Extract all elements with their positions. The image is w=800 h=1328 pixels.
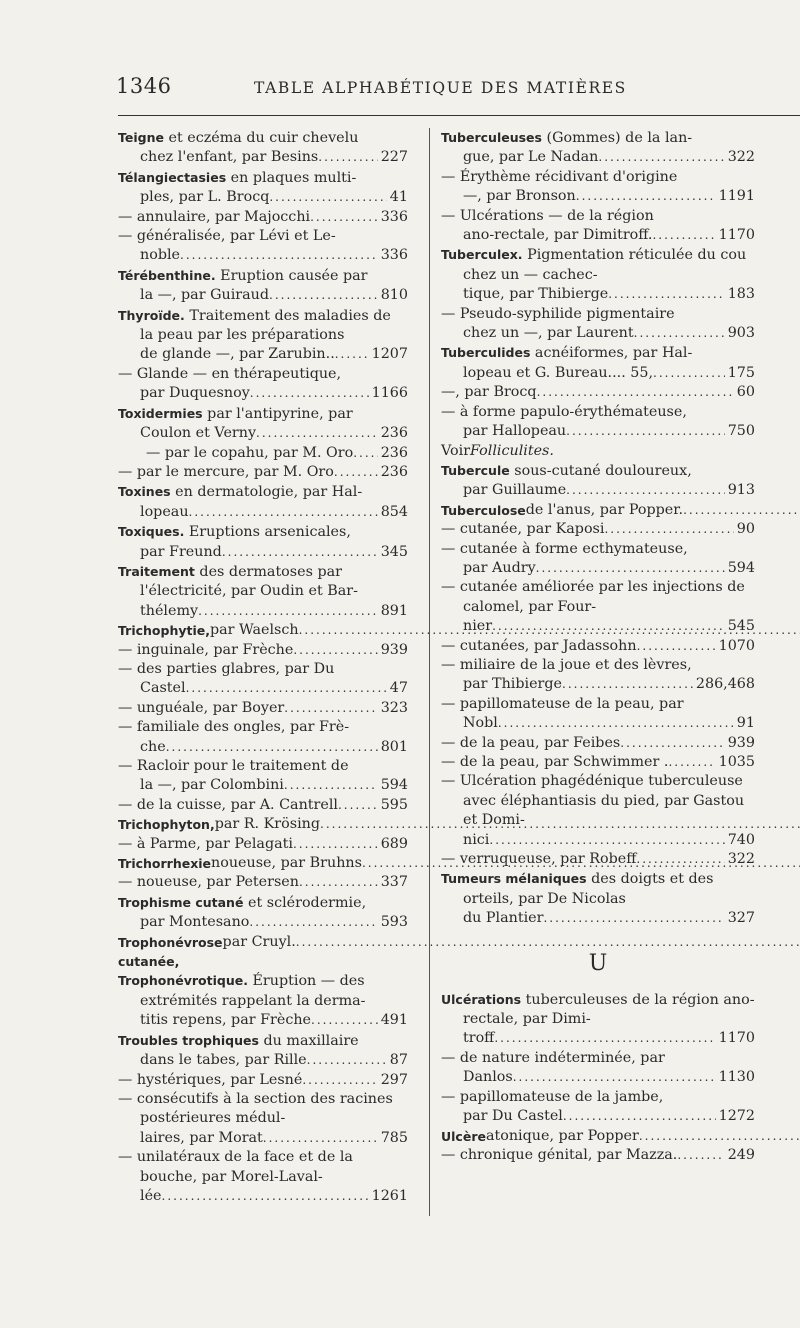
page-reference: 345 [380, 543, 408, 560]
entry-text-continued: —, par Bronson [463, 188, 576, 205]
leader-dots [189, 503, 378, 522]
page-reference: 903 [727, 325, 755, 342]
leader-dots [299, 873, 378, 892]
entry-heading: Trophonévrose cutanée, [118, 934, 223, 970]
page-reference: 1170 [718, 1030, 755, 1047]
page-reference: 595 [380, 796, 408, 813]
entry-text: — généralisée, par Lévi et Le- [118, 228, 336, 245]
page-reference: 913 [727, 482, 755, 499]
page-reference: 327 [727, 910, 755, 927]
leader-dots [566, 422, 725, 441]
leader-dots [543, 909, 724, 928]
entry-text-continued: Danlos [463, 1069, 513, 1086]
entry-text-continued: Castel [140, 680, 186, 697]
entry-text: — cutanée améliorée par les injections de calomel, par Four- [441, 579, 745, 615]
page-reference: 336 [380, 208, 408, 225]
index-entry [441, 1146, 755, 1165]
entry-text: et eczéma du cuir chevelu [163, 130, 359, 146]
index-entry [441, 520, 755, 539]
page-reference: 740 [727, 831, 755, 848]
entry-text: — Pseudo-syphilide pigmentaire [441, 305, 675, 322]
leader-dots [608, 285, 724, 304]
header-rule [118, 115, 800, 116]
entry-text-continued: troff [463, 1030, 495, 1047]
leader-dots [335, 345, 369, 364]
entry-text-continued: chez un —, par Laurent [463, 325, 634, 342]
page-reference: 41 [389, 189, 408, 206]
index-entry [118, 641, 408, 660]
running-title: TABLE ALPHABÉTIQUE DES MATIÈRES [254, 79, 627, 97]
entry-heading: Teigne [118, 130, 164, 145]
entry-text: — à forme papulo-érythémateuse, [441, 403, 687, 420]
leader-dots [284, 699, 377, 718]
left-column [118, 128, 408, 1206]
entry-text: — papillomateuse de la peau, par [441, 695, 684, 712]
entry-text-continued: par Guillaume [463, 482, 567, 499]
entry-heading: Télangiectasies [118, 169, 227, 185]
index-entry [118, 796, 408, 815]
page-reference: 1035 [718, 754, 755, 770]
leader-dots [636, 850, 724, 869]
leader-dots [494, 1029, 715, 1048]
page-reference: 1207 [371, 346, 408, 363]
page-reference: 1166 [371, 385, 408, 402]
index-entry [118, 562, 408, 621]
entry-text: — unilatéraux de la face et de la bouche, par Morel-Laval- [118, 1149, 353, 1185]
page-reference: 1272 [718, 1108, 755, 1125]
leader-dots [166, 738, 378, 757]
page-reference: 175 [727, 364, 755, 381]
index-entry [118, 522, 408, 562]
index-entry [441, 168, 755, 207]
page-reference: 286,468 [695, 676, 755, 693]
entry-text-continued: nici [463, 831, 490, 848]
page-reference: 1261 [371, 1187, 408, 1204]
index-entry [441, 753, 755, 772]
leader-dots [620, 734, 724, 753]
index-entry [118, 463, 408, 482]
index-entry [441, 207, 755, 246]
entry-text: tuberculeuses de la région ano-rectale, par Dimi- [463, 991, 755, 1028]
index-entry [118, 365, 408, 404]
page-reference: 545 [727, 618, 755, 635]
entry-heading: Toxiques. [118, 524, 185, 540]
entry-text: des dermatoses par l'électricité, par Oudin et Bar- [140, 563, 358, 600]
entry-heading: Tuberculose [441, 502, 526, 518]
leader-dots [284, 776, 378, 795]
page-reference: 337 [380, 874, 408, 891]
page-reference: 854 [380, 503, 408, 520]
leader-dots [637, 637, 716, 656]
entry-text: Pigmentation réticulée du cou chez un — cachec- [463, 247, 747, 283]
entry-text-continued: du Plantier [463, 910, 544, 927]
index-entry [441, 403, 755, 442]
index-entry [118, 444, 408, 463]
leader-dots [652, 226, 715, 245]
entry-text: acnéiformes, par Hal- [530, 345, 693, 362]
entry-heading: Troubles trophiques [118, 1032, 259, 1048]
page-reference: 1170 [718, 227, 755, 244]
leader-dots [334, 463, 378, 482]
entry-text: —, par Brocq [441, 384, 537, 401]
index-entry [118, 168, 408, 208]
leader-dots [598, 148, 724, 167]
leader-dots [513, 1068, 716, 1087]
index-entry [118, 971, 408, 1030]
index-entry [118, 718, 408, 757]
entry-text-continued: par Audry [463, 559, 536, 576]
entry-text-continued: par Duquesnoy [140, 385, 250, 402]
entry-text: — des parties glabres, par Du [118, 660, 335, 677]
leader-dots [269, 286, 378, 305]
leader-dots [492, 617, 725, 636]
entry-text-continued: la —, par Guiraud [140, 287, 270, 304]
index-entry [441, 442, 755, 461]
leader-dots [489, 831, 724, 850]
index-entry [441, 869, 755, 928]
leader-dots [311, 1011, 378, 1030]
leader-dots [576, 187, 716, 206]
entry-text-continued: par Du Castel [463, 1108, 563, 1125]
entry-text: — papillomateuse de la jambe, [441, 1088, 664, 1105]
entry-text: — miliaire de la joue et des lèvres, [441, 656, 692, 673]
leader-dots [250, 384, 369, 403]
page-reference: 491 [380, 1012, 408, 1029]
leader-dots [263, 1129, 378, 1148]
index-entry [441, 343, 755, 383]
entry-text: — cutanée à forme ecthymateuse, [441, 540, 688, 557]
entry-text-continued: par Freund [140, 543, 222, 560]
page-reference: 87 [389, 1052, 408, 1069]
page-reference: 750 [727, 423, 755, 440]
entry-text: par Cruyl. [222, 933, 296, 950]
entry-text: — Glande — en thérapeutique, [118, 365, 342, 382]
leader-dots [307, 1051, 387, 1070]
index-entry [441, 305, 755, 344]
index-entry [441, 383, 755, 402]
page-reference: 801 [380, 738, 408, 755]
leader-dots [498, 714, 734, 733]
entry-heading: Trophisme cutané [118, 894, 244, 910]
entry-text: en dermatologie, par Hal- [170, 484, 363, 501]
page-reference: 60 [736, 384, 755, 401]
page-reference: 249 [727, 1146, 755, 1163]
entry-text: — Ulcération phagédénique tuberculeuse avec éléphantiasis du pied, par Gastou et Domi- [441, 773, 745, 829]
index-entry [118, 1090, 408, 1148]
section-letter: U [588, 950, 608, 976]
leader-dots [668, 753, 715, 772]
entry-heading: Tubercule [441, 462, 510, 478]
entry-text-continued: de glande —, par Zarubin.. [140, 346, 335, 363]
index-entry [118, 128, 408, 168]
page-reference: 90 [736, 521, 755, 538]
page-reference: 323 [380, 699, 408, 716]
index-entry [118, 699, 408, 718]
index-entry [118, 306, 408, 365]
page-reference: 594 [727, 559, 755, 576]
leader-dots [222, 543, 378, 562]
entry-text: par R. Krösing [214, 816, 321, 833]
entry-heading: Thyroïde. [118, 307, 185, 323]
index-entry [118, 835, 408, 854]
leader-dots [653, 364, 725, 383]
entry-text: — chronique génital, par Mazza. [441, 1146, 678, 1163]
entry-heading: Tumeurs mélaniques [441, 871, 587, 887]
index-entry [441, 637, 755, 656]
leader-dots [293, 835, 378, 854]
column-divider [429, 128, 430, 1216]
entry-heading: Traitement [118, 563, 195, 579]
entry-heading: Tuberculex. [441, 247, 523, 263]
entry-text: et sclérodermie, [243, 894, 367, 911]
entry-text-continued: Nobl [463, 715, 498, 732]
entry-text-continued: par Montesano [140, 914, 250, 931]
page-reference: 1130 [718, 1069, 755, 1086]
entry-text: — à Parme, par Pelagati [118, 835, 293, 852]
index-entry [118, 482, 408, 522]
index-entry [441, 540, 755, 579]
leader-dots [566, 481, 725, 500]
page-reference: 594 [380, 777, 408, 794]
page-reference: 236 [380, 425, 408, 442]
entry-text: — hystériques, par Lesné [118, 1071, 303, 1088]
entry-text-continued: ano-rectale, par Dimitroff. [463, 227, 653, 244]
entry-text: Eruption causée par [215, 267, 368, 284]
index-entry [118, 1031, 408, 1071]
leader-dots [338, 796, 378, 815]
index-entry [441, 772, 755, 850]
leader-dots [353, 444, 377, 463]
entry-heading: Tuberculeuses [441, 130, 542, 145]
entry-heading: Trichophyton, [118, 817, 215, 833]
entry-text: — annulaire, par Majocchi [118, 208, 311, 225]
entry-text: — par le copahu, par M. Oro [146, 444, 354, 461]
entry-text-continued: noble [140, 247, 181, 264]
leader-dots [180, 246, 378, 265]
index-entry [118, 757, 408, 796]
entry-text: noueuse, par Bruhns [211, 855, 362, 872]
index-entry [441, 850, 755, 869]
entry-text: — unguéale, par Boyer [118, 699, 285, 716]
page-reference: 236 [380, 463, 408, 480]
entry-text: en plaques multi- [226, 169, 357, 186]
page-reference: 227 [380, 149, 408, 166]
entry-heading: Trichophytie, [118, 623, 210, 639]
page-reference: 47 [389, 680, 408, 697]
entry-text: — Érythème récidivant d'origine [441, 168, 678, 185]
entry-text-continued: titis repens, par Frèche [140, 1012, 312, 1029]
entry-text: de l'anus, par Popper. [525, 501, 684, 518]
index-entry [118, 621, 408, 640]
index-entry [441, 990, 755, 1049]
entry-text: — verruqueuse, par Robeff [441, 851, 637, 868]
leader-dots [683, 501, 800, 520]
entry-text-continued: thélemy [140, 602, 199, 619]
leader-dots [537, 383, 734, 402]
leader-dots [249, 913, 377, 932]
index-entry [441, 578, 755, 636]
index-entry [118, 873, 408, 892]
page-reference: 322 [727, 149, 755, 166]
page-reference: 1070 [718, 637, 755, 654]
entry-heading: Trichorrhexie [118, 856, 212, 872]
page-reference: 939 [380, 641, 408, 658]
index-entry [441, 1127, 755, 1146]
entry-text: par l'antipyrine, par [202, 405, 353, 422]
leader-dots [256, 424, 378, 443]
entry-text: — de la peau, par Feibes [441, 734, 621, 751]
page-reference: 939 [727, 734, 755, 751]
index-entry [441, 1049, 755, 1088]
entry-text: Eruptions arsenicales, [184, 524, 351, 541]
page-reference: 91 [736, 715, 755, 732]
entry-text-continued: che [140, 738, 166, 755]
page-reference: 1191 [718, 188, 755, 205]
entry-heading: Ulcère [441, 1128, 486, 1144]
leader-dots [293, 641, 377, 660]
page-reference: 236 [380, 444, 408, 461]
index-entry [118, 893, 408, 933]
page-number: 1346 [116, 74, 172, 98]
index-entry [118, 933, 408, 972]
entry-text-continued: Coulon et Verny [140, 425, 257, 442]
entry-text-continued: laires, par Morat [140, 1129, 263, 1146]
entry-text: atonique, par Popper [485, 1127, 639, 1144]
index-entry [441, 245, 755, 304]
entry-text: Traitement des maladies de la peau par les préparations [140, 307, 391, 344]
entry-text: — cutanées, par Jadassohn [441, 637, 637, 654]
page-reference: 297 [380, 1071, 408, 1088]
index-entry [441, 734, 755, 753]
entry-text-continued: tique, par Thibierge [463, 286, 609, 303]
page-reference: 322 [727, 851, 755, 868]
leader-dots [310, 208, 378, 227]
index-entry [118, 208, 408, 227]
entry-text: — consécutifs à la section des racines postérieures médul- [118, 1090, 393, 1127]
entry-text-continued: par Hallopeau [463, 423, 567, 440]
page-reference: 689 [380, 835, 408, 852]
entry-text-continued: chez l'enfant, par Besins [140, 149, 319, 166]
entry-text-continued: nier [463, 618, 493, 635]
index-entry [118, 1071, 408, 1090]
page-reference: 785 [380, 1129, 408, 1146]
entry-text: — par le mercure, par M. Oro [118, 463, 334, 480]
right-column [441, 128, 755, 1165]
entry-text: (Gommes) de la lan- [541, 130, 693, 146]
entry-cross-reference: Folliculites. [470, 442, 554, 459]
leader-dots [269, 188, 386, 207]
index-entry [441, 501, 755, 520]
index-entry [118, 1148, 408, 1206]
entry-text-continued: la —, par Colombini [140, 777, 284, 794]
index-entry [441, 461, 755, 501]
leader-dots [634, 324, 725, 343]
entry-text: sous-cutané douloureux, [509, 462, 692, 479]
leader-dots [198, 602, 378, 621]
entry-heading: Toxidermies [118, 405, 203, 421]
entry-heading: Toxines [118, 484, 171, 500]
index-entry [441, 1088, 755, 1127]
index-entry [441, 128, 755, 168]
index-entry [118, 815, 408, 834]
index-entry [118, 266, 408, 306]
leader-dots [639, 1127, 800, 1146]
page-reference: 810 [380, 287, 408, 304]
entry-text: — de la peau, par Schwimmer . [441, 754, 669, 770]
entry-text-continued: lopeau et G. Bureau.... 55, [463, 364, 654, 381]
entry-heading: Térébenthine. [118, 267, 216, 283]
index-entry [118, 227, 408, 266]
entry-text: — Racloir pour le traitement de [118, 758, 349, 774]
entry-text: Éruption — des extrémités rappelant la derma- [140, 973, 366, 1009]
entry-text-continued: ples, par L. Brocq [140, 189, 270, 206]
leader-dots [604, 520, 733, 539]
entry-text: Voir [441, 442, 471, 459]
entry-text: du maxillaire [258, 1032, 359, 1049]
leader-dots [562, 675, 693, 694]
page-reference: 891 [380, 602, 408, 619]
entry-text: par Waelsch [209, 622, 299, 639]
entry-text: — familiale des ongles, par Frè- [118, 719, 350, 736]
index-entry [118, 660, 408, 699]
entry-text: — cutanée, par Kaposi [441, 521, 605, 538]
leader-dots [302, 1071, 377, 1090]
entry-text-continued: dans le tabes, par Rille [140, 1052, 307, 1069]
leader-dots [536, 559, 725, 578]
entry-text-continued: par Thibierge [463, 676, 563, 693]
entry-text: — de nature indéterminée, par [441, 1049, 665, 1066]
page-reference: 183 [727, 286, 755, 303]
entry-text: — de la cuisse, par A. Cantrell [118, 796, 338, 813]
page-reference: 336 [380, 247, 408, 264]
entry-text-continued: gue, par Le Nadan [463, 149, 599, 166]
leader-dots [563, 1107, 716, 1126]
page-reference: 593 [380, 914, 408, 931]
entry-heading: Ulcérations [441, 991, 522, 1007]
entry-text: — inguinale, par Frèche [118, 641, 294, 658]
leader-dots [162, 1187, 369, 1206]
entry-text: des doigts et des orteils, par De Nicolas [463, 871, 714, 907]
index-entry [118, 404, 408, 444]
entry-text-continued: lopeau [140, 503, 189, 520]
entry-heading: Tuberculides [441, 345, 531, 361]
leader-dots [186, 679, 387, 698]
entry-heading: Trophonévrotique. [118, 973, 248, 989]
index-entry [441, 656, 755, 695]
index-entry [441, 695, 755, 734]
leader-dots [318, 148, 377, 167]
entry-text: — noueuse, par Petersen [118, 874, 299, 891]
index-entry [118, 854, 408, 873]
entry-text: — Ulcérations — de la région [441, 207, 654, 224]
leader-dots [677, 1146, 724, 1165]
entry-text-continued: lée [140, 1187, 162, 1204]
